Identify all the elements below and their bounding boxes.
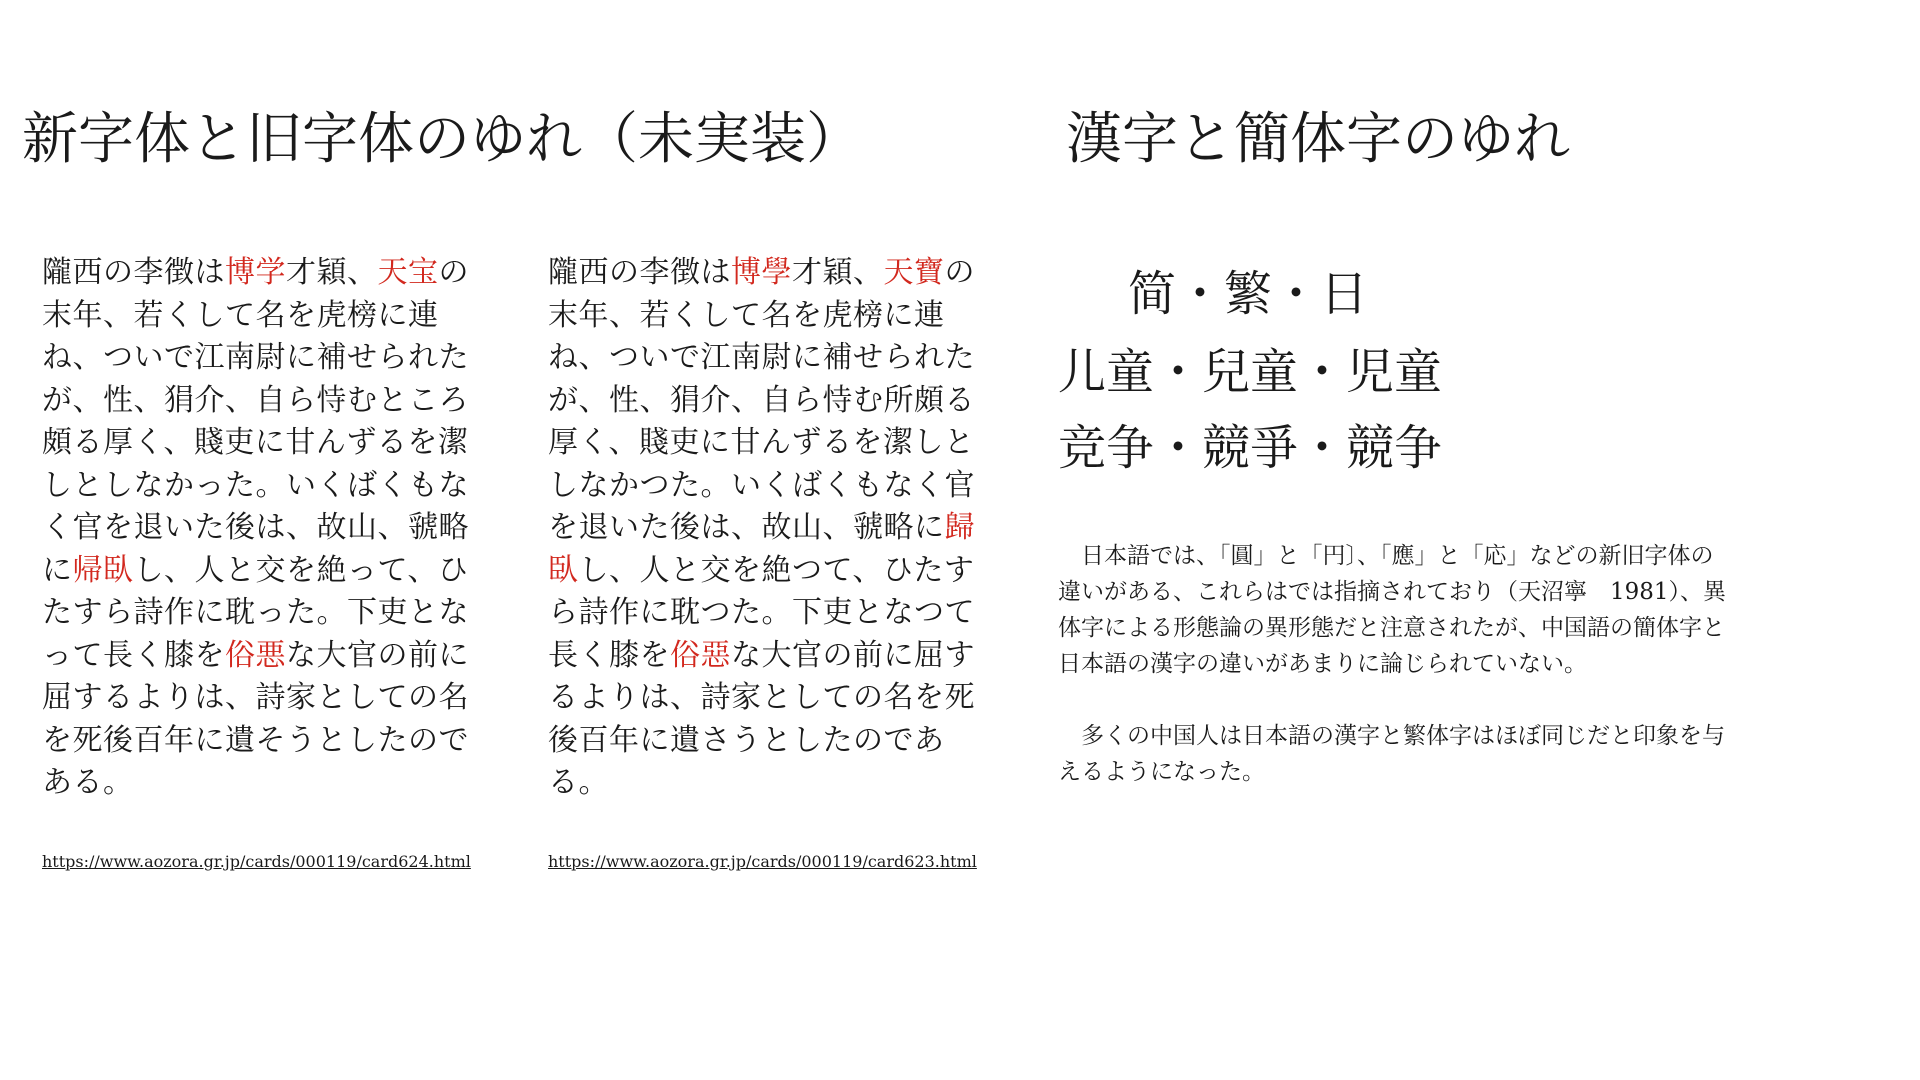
passage-text: し、人と交を絶って、ひたすら詩作に耽った。下吏となって長く膝を	[42, 552, 469, 673]
highlighted-kanji: 俗悪	[225, 637, 286, 673]
slide-title-right: 漢字と簡体字のゆれ	[1066, 107, 1570, 172]
highlighted-kanji: 天宝	[377, 255, 439, 290]
note-paragraph-2-text: 多くの中国人は日本語の漢字と繁体字はほぼ同じだと印象を与えるようになった。	[1058, 723, 1725, 785]
note-paragraph-1	[1058, 538, 1728, 682]
passage-text: 才穎、	[792, 255, 884, 290]
highlighted-kanji: 天寶	[883, 255, 945, 290]
slide-title-left: 新字体と旧字体のゆれ（未実装）	[22, 107, 862, 172]
highlighted-kanji: 博學	[731, 255, 792, 290]
passage-text: の末年、若くして名を虎榜に連ね、ついで江南尉に補せられたが、性、狷介、自ら恃むところ頗る厚く、賤吏に甘んずるを潔しとしなかった。いくばくもなく官を退いた後は、故山、虢略に	[42, 255, 469, 588]
highlighted-kanji: 歸臥	[548, 510, 975, 588]
passage-text: な大官の前に屈するよりは、詩家としての名を死後百年に遺そうとしたのである。	[42, 637, 469, 800]
source-link-old[interactable]: https://www.aozora.gr.jp/cards/000119/card623.html	[548, 852, 977, 871]
passage-old-kyujitai	[548, 252, 978, 805]
passage-text: な大官の前に屈するよりは、詩家としての名を死後百年に遺さうとしたのである。	[548, 637, 975, 800]
passage-text: 才穎、	[286, 255, 378, 290]
passage-text: し、人と交を絶つて、ひたすら詩作に耽つた。下吏となつて長く膝を	[548, 552, 975, 673]
passage-text: 隴西の李徴は	[548, 255, 731, 290]
passage-text: 隴西の李徴は	[42, 255, 225, 290]
highlighted-kanji: 帰臥	[72, 552, 134, 588]
source-link-new[interactable]: https://www.aozora.gr.jp/cards/000119/card624.html	[42, 852, 471, 871]
highlighted-kanji: 俗惡	[670, 637, 731, 673]
passage-new-shinjitai	[42, 252, 472, 805]
highlighted-kanji: 博学	[225, 255, 286, 290]
passage-text: の末年、若くして名を虎榜に連ね、ついで江南尉に補せられたが、性、狷介、自ら恃む所頗る厚く、賤吏に甘んずるを潔しとしなかつた。いくばくもなく官を退いた後は、故山、虢略に	[548, 255, 975, 545]
char-table-row-children: 儿童・兒童・児童	[1058, 344, 1443, 400]
char-table-header: 简・繁・日	[1128, 266, 1369, 322]
char-table-row-competition: 竞争・競爭・競争	[1058, 420, 1443, 476]
note-paragraph-2	[1058, 718, 1728, 790]
note-paragraph-1-text: 日本語では、「圓」と「円〕、「應」と「応」などの新旧字体の違いがある、これらはでは指摘されており（天沼寧 1981）、異体字による形態論の異形態だと注意されたが、中国語の簡体字と日本語の漢字の違いがあまりに論じられていない。	[1058, 543, 1727, 677]
